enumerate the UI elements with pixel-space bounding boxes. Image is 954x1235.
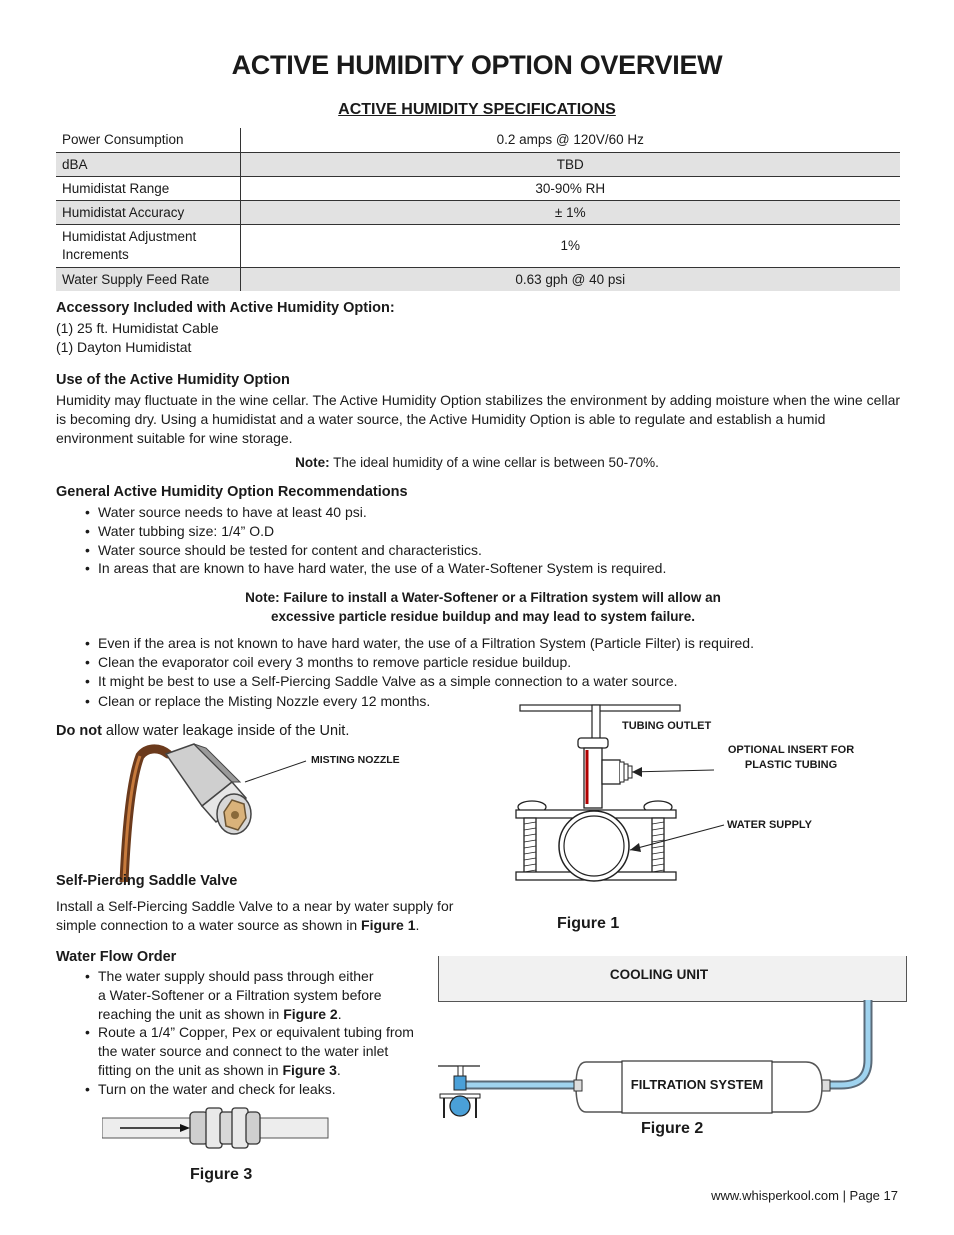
leak-bold: Do not [56, 723, 102, 739]
figure-ref: Figure 1 [361, 917, 416, 933]
figure-3-caption: Figure 3 [190, 1166, 253, 1183]
list-item [84, 1023, 434, 1079]
saddle-line: Install a Self-Piercing Saddle Valve to a near by water supply for [56, 898, 454, 914]
list-item [84, 967, 434, 1023]
misting-nozzle-label: MISTING NOZZLE [311, 754, 400, 766]
leak-text: allow water leakage inside of the Unit. [101, 723, 350, 739]
spec-value: TBD [240, 152, 900, 176]
accessory-heading: Accessory Included with Active Humidity Option: [56, 300, 395, 316]
table-row [56, 152, 900, 176]
list-line: the water source and connect to the water inlet [98, 1043, 389, 1060]
table-row [56, 224, 900, 267]
text-span: . [336, 1061, 341, 1078]
list-line: • The water supply should pass through either [98, 968, 374, 984]
list-line [98, 1005, 434, 1024]
accessory-item: (1) 25 ft. Humidistat Cable [56, 320, 219, 336]
spec-value: ± 1% [240, 200, 900, 224]
text-span: fitting on the unit as shown in [98, 1061, 283, 1078]
recommendations-list-a [84, 503, 904, 578]
filtration-note [0, 588, 954, 626]
specs-table [56, 128, 900, 291]
list-item: • Turn on the water and check for leaks. [84, 1080, 434, 1099]
table-row [56, 128, 900, 152]
leak-warning [56, 722, 349, 741]
table-row [56, 176, 900, 200]
spec-label: Humidistat Range [56, 176, 240, 200]
flow-list [84, 967, 434, 1099]
list-item: • Water tubbing size: 1/4” O.D [84, 522, 904, 541]
list-item: • Water source needs to have at least 40 psi. [84, 503, 904, 522]
text-span: reaching the unit as shown in [98, 1005, 284, 1022]
figure-ref: Figure 3 [282, 1061, 337, 1078]
flow-heading: Water Flow Order [56, 949, 177, 965]
list-item: • It might be best to use a Self-Piercing Saddle Valve as a simple connection to a water source. [84, 672, 904, 691]
recommendations-heading: General Active Humidity Option Recommendations [56, 484, 408, 500]
spec-value: 1% [240, 224, 900, 267]
text-span: . [337, 1005, 342, 1022]
text-span: . [415, 917, 420, 933]
cooling-unit-label: COOLING UNIT [609, 967, 709, 982]
figure-1-caption: Figure 1 [557, 915, 620, 932]
water-flow-diagram [436, 1000, 896, 1120]
optional-insert-line: PLASTIC TUBING [744, 759, 838, 771]
water-supply-label: WATER SUPPLY [727, 819, 812, 831]
specs-title: ACTIVE HUMIDITY SPECIFICATIONS [338, 101, 616, 118]
use-note [0, 455, 954, 470]
note-line: excessive particle residue buildup and may lead to system failure. [271, 609, 695, 624]
spec-value: 0.63 gph @ 40 psi [240, 267, 900, 291]
spec-label: Humidistat Accuracy [56, 200, 240, 224]
list-item: • Clean the evaporator coil every 3 months to remove particle residue buildup. [84, 653, 904, 672]
spec-label: dBA [56, 152, 240, 176]
use-heading: Use of the Active Humidity Option [56, 372, 290, 388]
note-line: Failure to install a Water-Softener or a Filtration system will allow an [279, 590, 721, 605]
list-item: • Water source should be tested for content and characteristics. [84, 541, 904, 560]
page-footer: www.whisperkool.com | Page 17 [711, 1188, 898, 1203]
spec-label: Water Supply Feed Rate [56, 267, 240, 291]
use-body: Humidity may fluctuate in the wine cellar. The Active Humidity Option stabilizes the environment by adding moisture when the wine cellar is becoming dry. Using a humidistat and a water source, the Active Humidity Option is able to regulate and establish a humid environment suitable for wine storage. [56, 392, 901, 446]
list-item: • Even if the area is not known to have hard water, the use of a Filtration System (Particle Filter) is required. [84, 634, 904, 653]
list-item: • In areas that are known to have hard water, the use of a Water-Softener System is required. [84, 559, 904, 578]
optional-insert-line: OPTIONAL INSERT FOR [727, 744, 855, 756]
table-row [56, 200, 900, 224]
text-span: simple connection to a water source as shown in [56, 917, 362, 933]
note-text: The ideal humidity of a wine cellar is between 50-70%. [329, 455, 659, 470]
note-label: Note: [245, 590, 280, 605]
spec-label: Power Consumption [56, 128, 240, 152]
list-item: • Clean or replace the Misting Nozzle every 12 months. [84, 692, 904, 711]
saddle-line [56, 916, 419, 935]
filtration-system-label: FILTRATION SYSTEM [630, 1077, 764, 1092]
spec-value: 30-90% RH [240, 176, 900, 200]
note-label: Note: [295, 455, 330, 470]
saddle-heading: Self-Piercing Saddle Valve [56, 873, 238, 889]
table-row [56, 267, 900, 291]
list-line: a Water-Softener or a Filtration system before [98, 986, 382, 1003]
spec-value: 0.2 amps @ 120V/60 Hz [240, 128, 900, 152]
page-title: ACTIVE HUMIDITY OPTION OVERVIEW [231, 50, 723, 80]
push-fitting-illustration [102, 1102, 330, 1152]
list-line [98, 1061, 434, 1080]
accessory-item: (1) Dayton Humidistat [56, 339, 192, 355]
figure-ref: Figure 2 [283, 1005, 338, 1022]
spec-label: Humidistat Adjustment Increments [56, 224, 240, 267]
optional-insert-label [722, 743, 860, 773]
figure-2-caption: Figure 2 [641, 1120, 704, 1137]
tubing-outlet-label: TUBING OUTLET [622, 720, 712, 732]
list-line: • Route a 1/4” Copper, Pex or equivalent tubing from [98, 1024, 414, 1041]
